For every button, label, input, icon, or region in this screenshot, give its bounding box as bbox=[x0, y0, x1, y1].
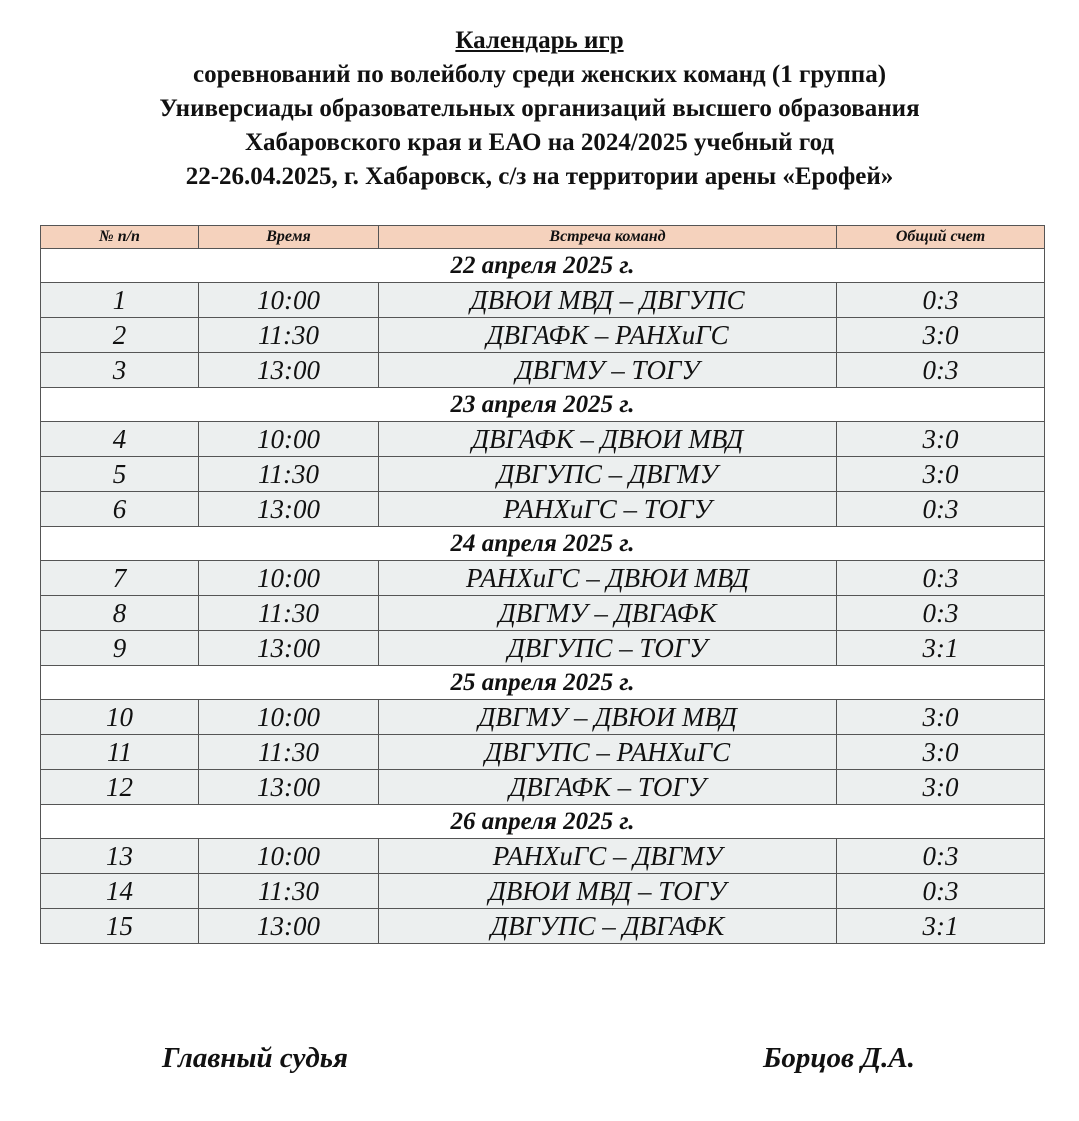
table-row bbox=[41, 839, 1045, 874]
game-match: ДВГАФК – ДВЮИ МВД bbox=[379, 422, 837, 457]
date-label: 25 апреля 2025 г. bbox=[41, 666, 1045, 700]
chief-referee-name: Борцов Д.А. bbox=[763, 1042, 915, 1074]
game-score: 0:3 bbox=[837, 353, 1045, 388]
game-number: 2 bbox=[41, 318, 199, 353]
game-number: 14 bbox=[41, 874, 199, 909]
game-match: ДВГАФК – ТОГУ bbox=[379, 770, 837, 805]
subtitle-line-1: соревнований по волейболу среди женских команд (1 группа) bbox=[192, 61, 887, 88]
table-row bbox=[41, 909, 1045, 944]
date-row bbox=[41, 805, 1045, 839]
game-match: ДВГМУ – ДВЮИ МВД bbox=[379, 700, 837, 735]
chief-referee-label: Главный судья bbox=[162, 1042, 348, 1074]
game-time: 11:30 bbox=[199, 874, 379, 909]
date-label: 23 апреля 2025 г. bbox=[41, 388, 1045, 422]
table-row bbox=[41, 700, 1045, 735]
column-header-score: Общий счет bbox=[837, 226, 1045, 249]
game-time: 10:00 bbox=[199, 561, 379, 596]
game-time: 11:30 bbox=[199, 735, 379, 770]
game-time: 10:00 bbox=[199, 700, 379, 735]
game-score: 0:3 bbox=[837, 283, 1045, 318]
game-score: 0:3 bbox=[837, 561, 1045, 596]
game-score: 0:3 bbox=[837, 492, 1045, 527]
game-number: 8 bbox=[41, 596, 199, 631]
game-match: ДВГУПС – РАНХиГС bbox=[379, 735, 837, 770]
game-match: ДВГУПС – ДВГАФК bbox=[379, 909, 837, 944]
game-score: 3:0 bbox=[837, 457, 1045, 492]
game-number: 15 bbox=[41, 909, 199, 944]
table-row bbox=[41, 283, 1045, 318]
column-header-match: Встреча команд bbox=[379, 226, 837, 249]
table-row bbox=[41, 631, 1045, 666]
column-header-number: № п/п bbox=[41, 226, 199, 249]
game-time: 13:00 bbox=[199, 909, 379, 944]
game-time: 13:00 bbox=[199, 492, 379, 527]
date-row bbox=[41, 249, 1045, 283]
game-time: 11:30 bbox=[199, 318, 379, 353]
table-row bbox=[41, 457, 1045, 492]
game-number: 3 bbox=[41, 353, 199, 388]
date-row bbox=[41, 666, 1045, 700]
game-score: 3:0 bbox=[837, 422, 1045, 457]
game-match: ДВГМУ – ДВГАФК bbox=[379, 596, 837, 631]
table-row bbox=[41, 318, 1045, 353]
game-number: 6 bbox=[41, 492, 199, 527]
date-row bbox=[41, 527, 1045, 561]
game-score: 3:1 bbox=[837, 909, 1045, 944]
game-number: 1 bbox=[41, 283, 199, 318]
table-row bbox=[41, 561, 1045, 596]
column-header-time: Время bbox=[199, 226, 379, 249]
game-match: ДВЮИ МВД – ТОГУ bbox=[379, 874, 837, 909]
game-score: 3:0 bbox=[837, 700, 1045, 735]
subtitle-line-4: 22-26.04.2025, г. Хабаровск, с/з на территории арены «Ерофей» bbox=[185, 163, 894, 190]
table-row bbox=[41, 596, 1045, 631]
game-number: 10 bbox=[41, 700, 199, 735]
game-match: РАНХиГС – ДВГМУ bbox=[379, 839, 837, 874]
game-time: 13:00 bbox=[199, 770, 379, 805]
table-row bbox=[41, 422, 1045, 457]
game-number: 7 bbox=[41, 561, 199, 596]
game-score: 3:0 bbox=[837, 735, 1045, 770]
game-number: 9 bbox=[41, 631, 199, 666]
date-label: 26 апреля 2025 г. bbox=[41, 805, 1045, 839]
game-match: ДВГУПС – ДВГМУ bbox=[379, 457, 837, 492]
game-number: 12 bbox=[41, 770, 199, 805]
game-number: 4 bbox=[41, 422, 199, 457]
table-row bbox=[41, 492, 1045, 527]
schedule-table bbox=[40, 225, 1045, 944]
document-header bbox=[0, 24, 1079, 194]
date-row bbox=[41, 388, 1045, 422]
game-score: 0:3 bbox=[837, 596, 1045, 631]
game-score: 0:3 bbox=[837, 874, 1045, 909]
date-label: 22 апреля 2025 г. bbox=[41, 249, 1045, 283]
game-match: ДВЮИ МВД – ДВГУПС bbox=[379, 283, 837, 318]
game-number: 5 bbox=[41, 457, 199, 492]
game-time: 11:30 bbox=[199, 596, 379, 631]
game-match: ДВГАФК – РАНХиГС bbox=[379, 318, 837, 353]
subtitle-line-3: Хабаровского края и ЕАО на 2024/2025 учебный год bbox=[245, 129, 834, 156]
game-match: РАНХиГС – ДВЮИ МВД bbox=[379, 561, 837, 596]
date-label: 24 апреля 2025 г. bbox=[41, 527, 1045, 561]
game-score: 3:0 bbox=[837, 318, 1045, 353]
game-time: 13:00 bbox=[199, 353, 379, 388]
table-row bbox=[41, 770, 1045, 805]
document-title: Календарь игр bbox=[455, 27, 624, 54]
subtitle-line-2: Универсиады образовательных организаций высшего образования bbox=[159, 95, 920, 122]
game-time: 10:00 bbox=[199, 422, 379, 457]
game-number: 11 bbox=[41, 735, 199, 770]
game-number: 13 bbox=[41, 839, 199, 874]
game-time: 11:30 bbox=[199, 457, 379, 492]
table-header-row bbox=[41, 226, 1045, 249]
game-score: 3:1 bbox=[837, 631, 1045, 666]
game-match: РАНХиГС – ТОГУ bbox=[379, 492, 837, 527]
game-time: 10:00 bbox=[199, 283, 379, 318]
game-match: ДВГМУ – ТОГУ bbox=[379, 353, 837, 388]
game-time: 13:00 bbox=[199, 631, 379, 666]
game-time: 10:00 bbox=[199, 839, 379, 874]
game-score: 3:0 bbox=[837, 770, 1045, 805]
table-row bbox=[41, 735, 1045, 770]
game-match: ДВГУПС – ТОГУ bbox=[379, 631, 837, 666]
game-score: 0:3 bbox=[837, 839, 1045, 874]
table-row bbox=[41, 874, 1045, 909]
table-row bbox=[41, 353, 1045, 388]
